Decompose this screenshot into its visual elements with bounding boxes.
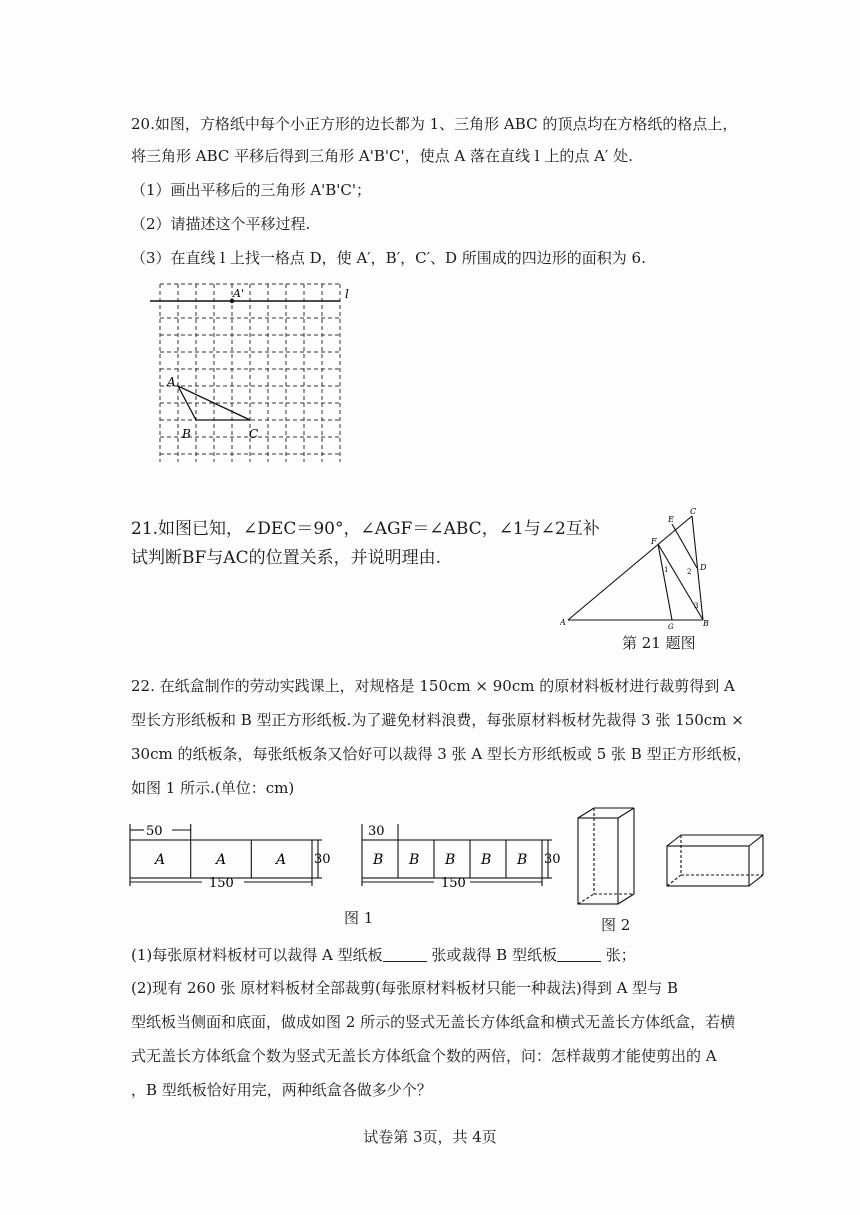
q20-stem-line1: 20.如图，方格纸中每个小正方形的边长都为 1、三角形 ABC 的顶点均在方格纸的格点上， [131,115,738,133]
q20-part3: （3）在直线 l 上找一格点 D，使 A′，B′，C′、D 所围成的四边形的面积为 6. [131,249,646,267]
q22-line3: 30cm 的纸板条，每张纸板条又恰好可以裁得 3 张 A 型长方形纸板或 5 张 B 型正方形纸板， [131,745,752,763]
label-c: C [249,427,259,441]
vertical-box [578,808,634,904]
fig21-label-a: A [560,618,566,627]
fig21-label-b: B [703,619,709,628]
fig1-b-total: 150 [441,876,466,891]
q22-sub1-part-c: 张； [605,946,636,964]
q21-fig-caption: 第 21 题图 [622,634,696,652]
fig1-a-total: 150 [209,876,234,891]
q22-line1: 22. 在纸盒制作的劳动实践课上，对规格是 150cm × 90cm 的原材料板材进行裁剪得到 A [131,677,735,695]
fig1-caption: 图 1 [344,909,374,927]
answer-blank-b[interactable] [557,947,601,962]
fig21-angle-1: 1 [664,566,669,574]
label-b: B [182,427,191,441]
q22-sub2-line1: (2)现有 260 张 原材料板材全部裁剪(每张原材料板材只能一种裁法)得到 A 型与 B [131,979,679,997]
q22-sub1-part-a: (1)每张原材料板材可以裁得 A 型纸板 [131,946,383,964]
q22-sub1-part-b: 张或裁得 B 型纸板 [431,946,557,964]
fig1-b-cell-1: B [373,852,384,868]
fig1-b-cell-4: B [481,852,492,868]
q21-figure [560,508,720,633]
q20-part2: （2）请描述这个平移过程. [131,215,311,233]
q21-line1: 21.如图已知，∠DEC＝90°，∠AGF＝∠ABC，∠1与∠2互补 [131,519,600,539]
fig21-label-f: F [651,537,657,546]
fig21-angle-3: 3 [694,602,699,610]
q20-grid-figure [140,278,370,468]
fig21-label-d: D [700,563,707,572]
fig1-a-strip [124,818,334,893]
horizontal-box [667,835,763,886]
q20-stem-line2: 将三角形 ABC 平移后得到三角形 A'B'C'，使点 A 落在直线 l 上的点 A′ 处. [131,147,633,165]
fig1-a-cell-1: A [155,852,166,868]
fig1-a-cell-2: A [216,852,227,868]
fig1-a-width: 50 [146,824,163,839]
q22-line4: 如图 1 所示.(单位：cm) [131,779,295,797]
label-line-l: l [345,287,349,301]
fig1-b-cell-3: B [445,852,456,868]
fig21-label-c: C [690,508,697,516]
fig21-label-g: G [668,623,674,631]
fig1-a-cell-3: A [276,852,287,868]
q22-line2: 型长方形纸板和 B 型正方形纸板.为了避免材料浪费，每张原材料板材先裁得 3 张 150cm × [131,711,744,729]
label-a-prime: A' [233,287,244,300]
q20-part1: （1）画出平移后的三角形 A'B'C'； [131,181,372,199]
fig2-boxes [572,806,772,910]
q22-sub2-line3: 式无盖长方体纸盒个数为竖式无盖长方体纸盒个数的两倍，问：怎样裁剪才能使剪出的 A [131,1047,717,1065]
fig21-label-e: E [668,515,674,524]
fig1-b-cell-5: B [517,852,528,868]
segment-ac [568,516,692,620]
answer-blank-a[interactable] [383,947,427,962]
fig1-b-strip [356,818,566,893]
fig1-a-height: 30 [314,852,331,867]
fig2-caption: 图 2 [601,916,631,934]
fig1-b-width: 30 [368,824,385,839]
q22-sub2-line2: 型纸板当侧面和底面，做成如图 2 所示的竖式无盖长方体纸盒和横式无盖长方体纸盒，若横 [131,1013,736,1031]
label-a: A [167,375,176,389]
fig1-b-height: 30 [544,852,561,867]
fig1-b-cell-2: B [409,852,420,868]
fig21-angle-2: 2 [687,568,692,576]
page-footer: 试卷第 3页，共 4页 [363,1128,497,1146]
q22-sub2-line4: ，B 型纸板恰好用完，两种纸盒各做多少个？ [131,1081,432,1099]
q21-line2: 试判断BF与AC的位置关系，并说明理由. [131,548,441,568]
q22-sub1 [131,945,636,965]
